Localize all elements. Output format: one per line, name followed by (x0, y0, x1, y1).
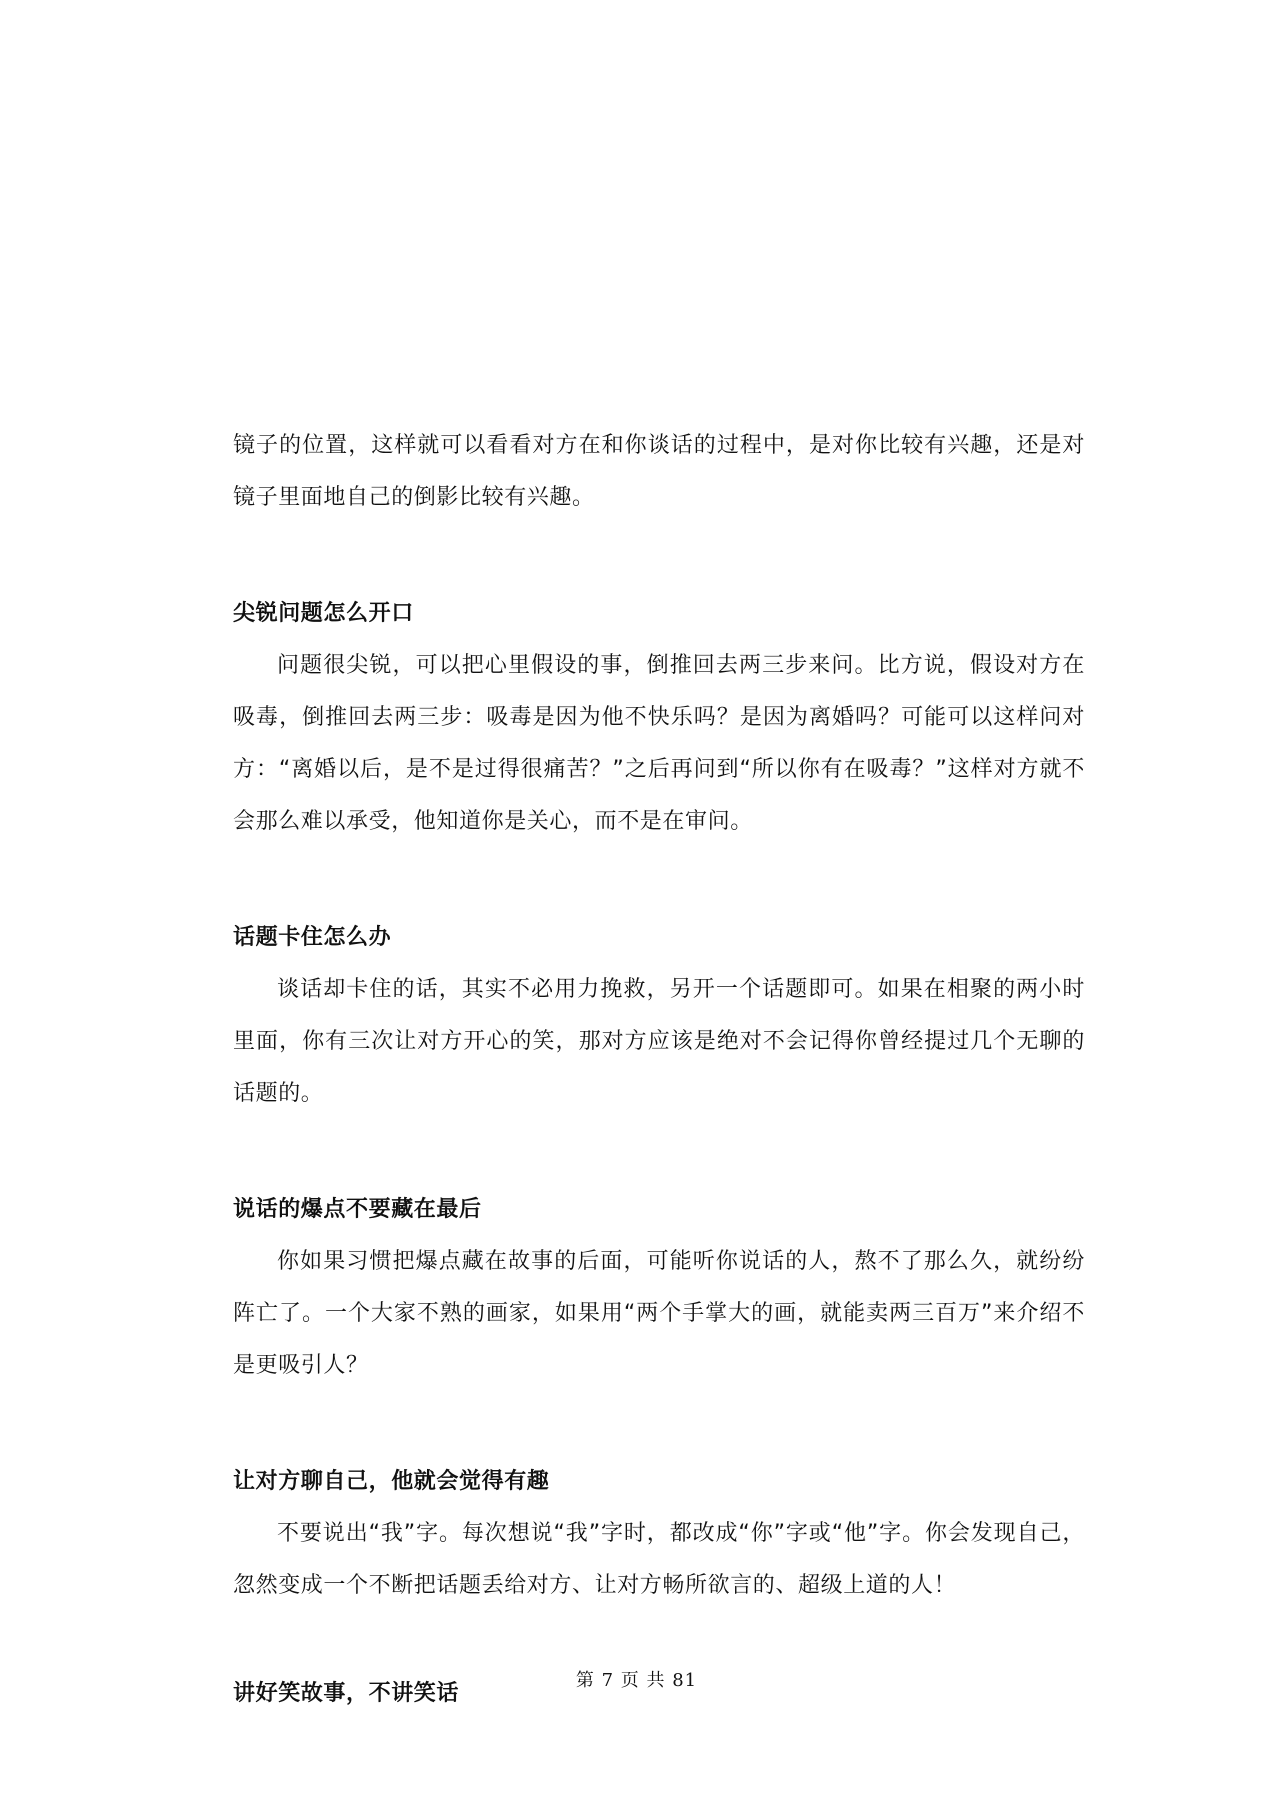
page-content (233, 420, 1085, 1720)
section-body-topic-stuck: 谈话却卡住的话，其实不必用力挽救，另开一个话题即可。如果在相聚的两小时里面，你有三次让对方开心的笑，那对方应该是绝对不会记得你曾经提过几个无聊的话题的。 (233, 977, 1085, 1106)
spacer (233, 524, 1085, 588)
page-number: 第 7 页 共 81 (575, 1670, 698, 1691)
spacer (233, 1612, 1085, 1668)
section-body-let-them-talk: 不要说出“我”字。每次想说“我”字时，都改成“你”字或“他”字。你会发现自己，忽然变成一个不断把话题丢给对方、让对方畅所欲言的、超级上道的人！ (233, 1521, 1085, 1598)
section-heading-topic-stuck: 话题卡住怎么办 (233, 925, 392, 950)
spacer (233, 1392, 1085, 1456)
spacer (233, 848, 1085, 912)
section-heading-funny-stories: 讲好笑故事，不讲笑话 (233, 1681, 460, 1706)
section-heading-let-them-talk: 让对方聊自己，他就会觉得有趣 (233, 1469, 550, 1494)
intro-paragraph: 镜子的位置，这样就可以看看对方在和你谈话的过程中，是对你比较有兴趣，还是对镜子里面地自己的倒影比较有兴趣。 (233, 433, 1085, 510)
section-heading-sharp-questions: 尖锐问题怎么开口 (233, 601, 414, 626)
section-heading-punchline: 说话的爆点不要藏在最后 (233, 1197, 482, 1222)
section-body-sharp-questions: 问题很尖锐，可以把心里假设的事，倒推回去两三步来问。比方说，假设对方在吸毒，倒推回去两三步：吸毒是因为他不快乐吗？是因为离婚吗？可能可以这样问对方：“离婚以后，是不是过得很痛苦？”之后再问到“所以你有在吸毒？”这样对方就不会那么难以承受，他知道你是关心，而不是在审问。 (233, 653, 1085, 834)
section-body-punchline: 你如果习惯把爆点藏在故事的后面，可能听你说话的人，熬不了那么久，就纷纷阵亡了。一个大家不熟的画家，如果用“两个手掌大的画，就能卖两三百万”来介绍不是更吸引人？ (233, 1249, 1085, 1378)
spacer (233, 1120, 1085, 1184)
